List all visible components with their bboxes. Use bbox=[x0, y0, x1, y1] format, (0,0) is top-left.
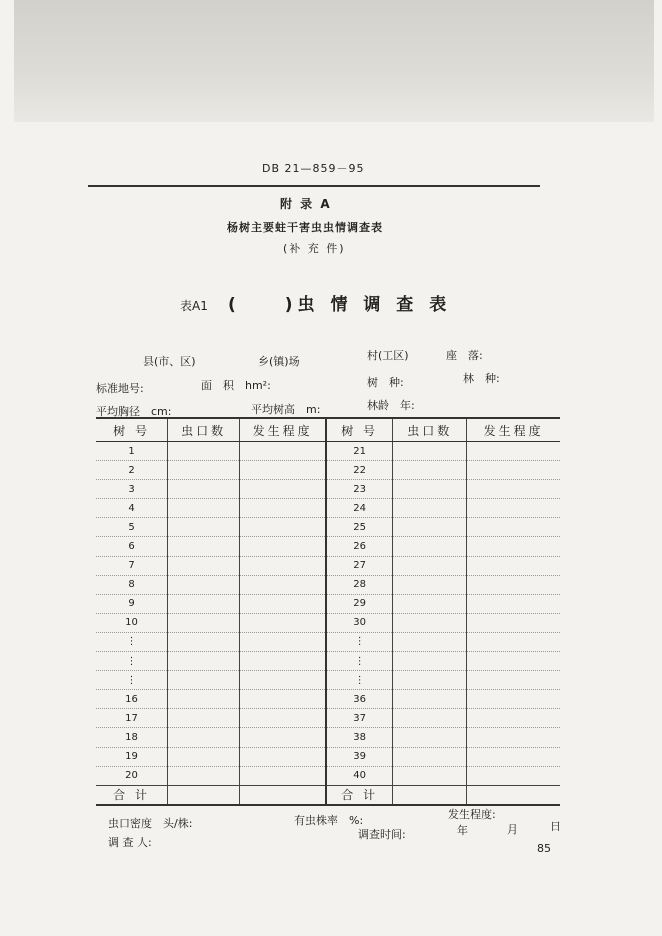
insect-count-cell bbox=[393, 518, 467, 537]
page-number: 85 bbox=[537, 842, 551, 855]
age-label: 林龄 年: bbox=[367, 399, 415, 412]
forest-type-label: 林 种: bbox=[463, 372, 500, 385]
table-row bbox=[96, 766, 560, 785]
severity-cell bbox=[240, 766, 326, 785]
severity-cell bbox=[467, 766, 560, 785]
severity-cell bbox=[467, 461, 560, 480]
table-row bbox=[96, 671, 560, 690]
tree-no-cell: ⋮ bbox=[326, 632, 393, 651]
insect-count-cell bbox=[393, 766, 467, 785]
severity-cell bbox=[467, 709, 560, 728]
tree-no-cell: 17 bbox=[96, 709, 168, 728]
insect-count-cell bbox=[168, 652, 240, 671]
total-cell bbox=[467, 785, 560, 805]
insect-count-cell bbox=[393, 690, 467, 709]
insect-count-cell bbox=[168, 499, 240, 518]
insect-count-cell bbox=[393, 594, 467, 613]
total-cell bbox=[240, 785, 326, 805]
tree-no-cell: 8 bbox=[96, 575, 168, 594]
tree-no-cell: 7 bbox=[96, 556, 168, 575]
insect-count-cell bbox=[393, 671, 467, 690]
tree-no-cell: 2 bbox=[96, 461, 168, 480]
insect-count-cell bbox=[168, 747, 240, 766]
severity-cell bbox=[240, 594, 326, 613]
height-label: 平均树高 m: bbox=[251, 403, 321, 416]
total-row bbox=[96, 785, 560, 805]
insect-count-cell bbox=[393, 461, 467, 480]
severity-cell bbox=[467, 480, 560, 499]
severity-cell bbox=[240, 747, 326, 766]
tree-no-cell: 5 bbox=[96, 518, 168, 537]
insect-count-cell bbox=[393, 652, 467, 671]
insect-count-cell bbox=[393, 556, 467, 575]
severity-cell bbox=[240, 556, 326, 575]
county-label: 县(市、区) bbox=[143, 355, 196, 368]
table-row bbox=[96, 632, 560, 651]
insect-count-cell bbox=[393, 709, 467, 728]
tree-no-cell: ⋮ bbox=[326, 652, 393, 671]
table-row bbox=[96, 728, 560, 747]
insect-count-cell bbox=[168, 766, 240, 785]
severity-cell bbox=[240, 480, 326, 499]
tree-no-cell: 9 bbox=[96, 594, 168, 613]
tree-no-cell: 20 bbox=[96, 766, 168, 785]
investigator-label: 调 查 人: bbox=[108, 836, 152, 849]
col-tree-no: 树 号 bbox=[96, 418, 168, 442]
header-rule bbox=[88, 185, 540, 187]
total-cell bbox=[168, 785, 240, 805]
appendix-label: 附 录 A bbox=[280, 197, 332, 211]
tree-no-cell: 28 bbox=[326, 575, 393, 594]
plot-label: 标准地号: bbox=[96, 382, 144, 395]
tree-no-cell: 6 bbox=[96, 537, 168, 556]
day-label: 日 bbox=[550, 820, 561, 833]
density-label: 虫口密度 头/株: bbox=[108, 817, 193, 830]
insect-count-cell bbox=[393, 632, 467, 651]
tree-no-cell: ⋮ bbox=[326, 671, 393, 690]
location-label: 座 落: bbox=[446, 349, 483, 362]
tree-no-cell: 39 bbox=[326, 747, 393, 766]
dbh-label: 平均胸径 cm: bbox=[96, 405, 172, 418]
tree-no-cell: 22 bbox=[326, 461, 393, 480]
tree-no-cell: ⋮ bbox=[96, 632, 168, 651]
severity-cell bbox=[467, 594, 560, 613]
tree-no-cell: 10 bbox=[96, 613, 168, 632]
severity-cell bbox=[467, 499, 560, 518]
village-label: 村(工区) bbox=[367, 349, 409, 362]
standard-code: DB 21—859－95 bbox=[262, 162, 365, 175]
severity-cell bbox=[240, 499, 326, 518]
insect-count-cell bbox=[168, 442, 240, 461]
col-tree-no-2: 树 号 bbox=[326, 418, 393, 442]
tree-no-cell: 18 bbox=[96, 728, 168, 747]
table-row bbox=[96, 594, 560, 613]
insect-count-cell bbox=[168, 575, 240, 594]
tree-no-cell: 1 bbox=[96, 442, 168, 461]
tree-no-cell: 23 bbox=[326, 480, 393, 499]
tree-no-cell: 24 bbox=[326, 499, 393, 518]
table-header-row bbox=[96, 418, 560, 442]
tree-no-cell: 16 bbox=[96, 690, 168, 709]
severity-cell bbox=[240, 537, 326, 556]
table-row bbox=[96, 747, 560, 766]
table-row bbox=[96, 480, 560, 499]
table-row bbox=[96, 499, 560, 518]
insect-count-cell bbox=[168, 537, 240, 556]
insect-count-cell bbox=[168, 518, 240, 537]
table-row bbox=[96, 442, 560, 461]
table-row bbox=[96, 709, 560, 728]
insect-count-cell bbox=[393, 480, 467, 499]
severity-cell bbox=[240, 632, 326, 651]
tree-no-cell: 25 bbox=[326, 518, 393, 537]
table-row bbox=[96, 613, 560, 632]
survey-table bbox=[96, 417, 560, 806]
table-row bbox=[96, 575, 560, 594]
tree-no-cell: ⋮ bbox=[96, 671, 168, 690]
severity-cell bbox=[467, 728, 560, 747]
insect-count-cell bbox=[393, 747, 467, 766]
insect-count-cell bbox=[168, 690, 240, 709]
severity-cell bbox=[467, 690, 560, 709]
severity-cell bbox=[467, 652, 560, 671]
survey-time-label: 调查时间: bbox=[358, 828, 406, 841]
insect-count-cell bbox=[393, 575, 467, 594]
tree-no-cell: 40 bbox=[326, 766, 393, 785]
severity-cell bbox=[240, 728, 326, 747]
insect-count-cell bbox=[168, 671, 240, 690]
severity-cell bbox=[240, 518, 326, 537]
insect-count-cell bbox=[168, 728, 240, 747]
severity-cell bbox=[240, 575, 326, 594]
tree-no-cell: 29 bbox=[326, 594, 393, 613]
table-title: ( )虫 情 调 查 表 bbox=[228, 295, 452, 315]
tree-no-cell: 26 bbox=[326, 537, 393, 556]
severity-cell bbox=[467, 671, 560, 690]
insect-count-cell bbox=[393, 537, 467, 556]
table-number: 表A1 bbox=[180, 299, 208, 313]
table-row bbox=[96, 461, 560, 480]
table-row bbox=[96, 652, 560, 671]
tree-no-cell: ⋮ bbox=[96, 652, 168, 671]
severity-cell bbox=[467, 747, 560, 766]
severity-cell bbox=[240, 690, 326, 709]
severity-cell bbox=[467, 556, 560, 575]
severity-cell bbox=[467, 613, 560, 632]
severity-cell bbox=[240, 613, 326, 632]
tree-no-cell: 4 bbox=[96, 499, 168, 518]
infested-rate-label: 有虫株率 %: bbox=[294, 814, 364, 827]
col-insect-count: 虫口数 bbox=[168, 418, 240, 442]
tree-no-cell: 19 bbox=[96, 747, 168, 766]
appendix-subject: 杨树主要蛀干害虫虫情调查表 bbox=[227, 221, 383, 234]
insect-count-cell bbox=[168, 594, 240, 613]
insect-count-cell bbox=[168, 480, 240, 499]
township-label: 乡(镇)场 bbox=[258, 355, 300, 368]
insect-count-cell bbox=[168, 461, 240, 480]
insect-count-cell bbox=[168, 556, 240, 575]
tree-no-cell: 36 bbox=[326, 690, 393, 709]
supplement-label: (补 充 件) bbox=[283, 242, 346, 255]
tree-species-label: 树 种: bbox=[367, 376, 404, 389]
insect-count-cell bbox=[168, 613, 240, 632]
scan-shadow bbox=[14, 0, 654, 122]
total-cell bbox=[393, 785, 467, 805]
col-severity-2: 发生程度 bbox=[467, 418, 560, 442]
table-row bbox=[96, 537, 560, 556]
insect-count-cell bbox=[393, 613, 467, 632]
severity-cell bbox=[240, 652, 326, 671]
severity-cell bbox=[467, 518, 560, 537]
insect-count-cell bbox=[393, 442, 467, 461]
severity-cell bbox=[240, 461, 326, 480]
tree-no-cell: 30 bbox=[326, 613, 393, 632]
severity-cell bbox=[467, 632, 560, 651]
total-label-left: 合 计 bbox=[96, 785, 168, 805]
tree-no-cell: 21 bbox=[326, 442, 393, 461]
severity-label: 发生程度: bbox=[448, 808, 496, 821]
severity-cell bbox=[240, 671, 326, 690]
table-row bbox=[96, 518, 560, 537]
tree-no-cell: 38 bbox=[326, 728, 393, 747]
severity-cell bbox=[467, 537, 560, 556]
month-label: 月 bbox=[507, 823, 518, 836]
col-insect-count-2: 虫口数 bbox=[393, 418, 467, 442]
severity-cell bbox=[240, 442, 326, 461]
insect-count-cell bbox=[168, 632, 240, 651]
insect-count-cell bbox=[168, 709, 240, 728]
col-severity: 发生程度 bbox=[240, 418, 326, 442]
severity-cell bbox=[467, 575, 560, 594]
severity-cell bbox=[467, 442, 560, 461]
table-row bbox=[96, 556, 560, 575]
year-label: 年 bbox=[457, 824, 468, 837]
total-label-right: 合 计 bbox=[326, 785, 393, 805]
area-label: 面 积 hm²: bbox=[201, 379, 271, 392]
table-row bbox=[96, 690, 560, 709]
insect-count-cell bbox=[393, 499, 467, 518]
tree-no-cell: 3 bbox=[96, 480, 168, 499]
insect-count-cell bbox=[393, 728, 467, 747]
tree-no-cell: 27 bbox=[326, 556, 393, 575]
severity-cell bbox=[240, 709, 326, 728]
tree-no-cell: 37 bbox=[326, 709, 393, 728]
